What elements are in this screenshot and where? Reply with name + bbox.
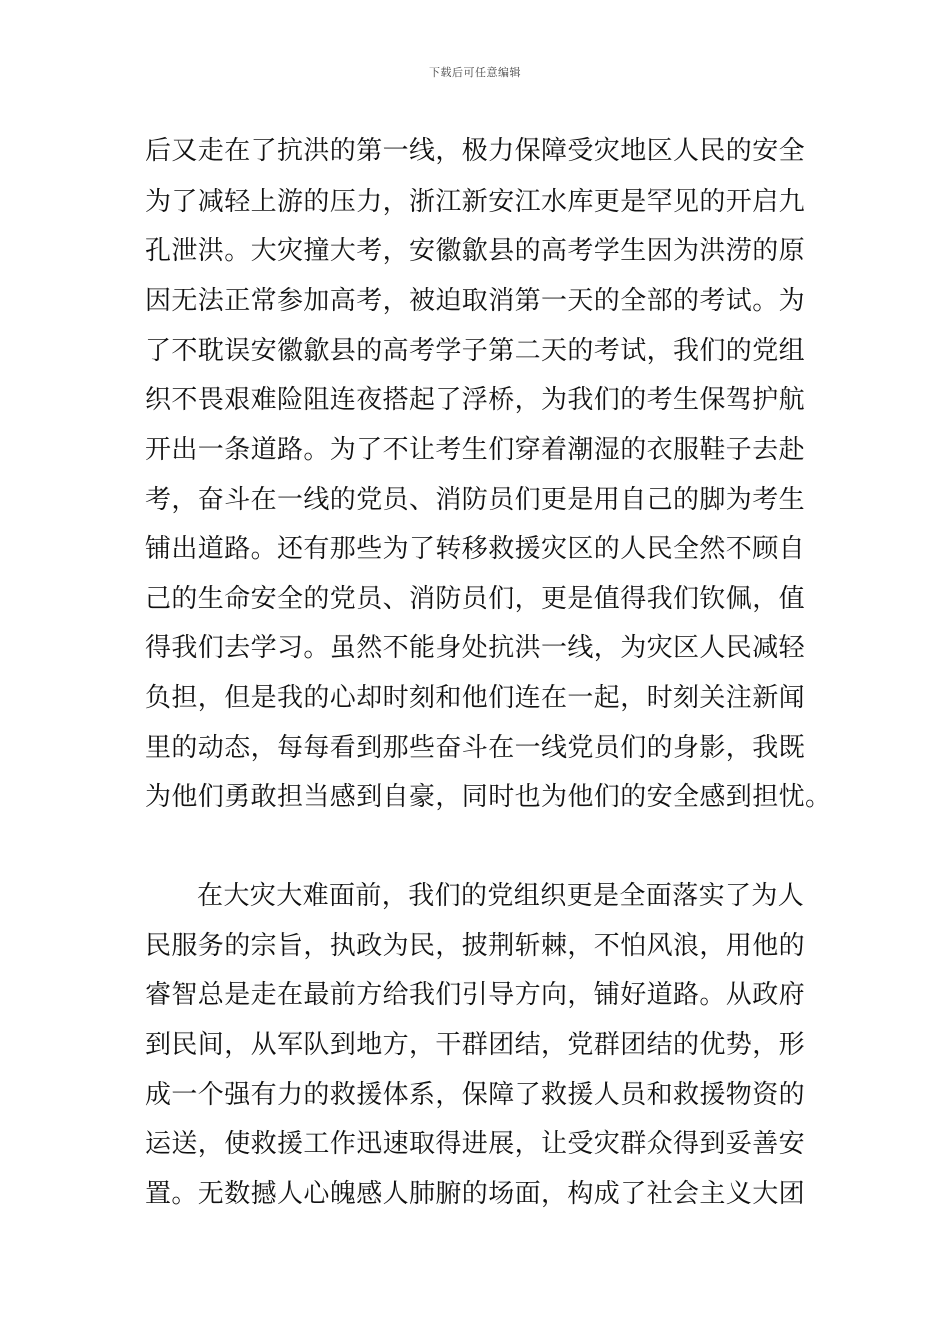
paragraph-line: 铺出道路。还有那些为了转移救援灾区的人民全然不顾自	[145, 534, 806, 564]
paragraph-line: 织不畏艰难险阻连夜搭起了浮桥，为我们的考生保驾护航	[145, 385, 806, 415]
paragraph-line: 后又走在了抗洪的第一线，极力保障受灾地区人民的安全	[145, 136, 806, 166]
paragraph-line: 负担，但是我的心却时刻和他们连在一起，时刻关注新闻	[145, 683, 806, 713]
paragraph-line: 开出一条道路。为了不让考生们穿着潮湿的衣服鞋子去赴	[145, 435, 806, 465]
paragraph-line: 里的动态，每每看到那些奋斗在一线党员们的身影，我既	[145, 733, 806, 763]
paragraph-line: 考，奋斗在一线的党员、消防员们更是用自己的脚为考生	[145, 485, 806, 515]
paragraph-line: 了不耽误安徽歙县的高考学子第二天的考试，我们的党组	[145, 336, 806, 366]
paragraph-line: 到民间，从军队到地方，干群团结，党群团结的优势，形	[145, 1030, 806, 1060]
paragraph-line: 孔泄洪。大灾撞大考，安徽歙县的高考学生因为洪涝的原	[145, 236, 806, 266]
paragraph-line: 得我们去学习。虽然不能身处抗洪一线，为灾区人民减轻	[145, 633, 806, 663]
page-header: 下载后可任意编辑	[429, 66, 521, 79]
paragraph-line: 成一个强有力的救援体系，保障了救援人员和救援物资的	[145, 1080, 806, 1110]
paragraph-line: 置。无数撼人心魄感人肺腑的场面，构成了社会主义大团	[145, 1179, 806, 1209]
paragraph-line: 睿智总是走在最前方给我们引导方向，铺好道路。从政府	[145, 980, 806, 1010]
paragraph-line: 己的生命安全的党员、消防员们，更是值得我们钦佩，值	[145, 584, 806, 614]
paragraph-line: 民服务的宗旨，执政为民，披荆斩棘，不怕风浪，用他的	[145, 931, 806, 961]
paragraph-line: 因无法正常参加高考，被迫取消第一天的全部的考试。为	[145, 286, 806, 316]
paragraph-line: 为他们勇敢担当感到自豪，同时也为他们的安全感到担忧。	[145, 782, 832, 812]
paragraph-line: 运送，使救援工作迅速取得进展，让受灾群众得到妥善安	[145, 1129, 806, 1159]
paragraph-line: 为了减轻上游的压力，浙江新安江水库更是罕见的开启九	[145, 187, 806, 217]
paragraph-line: 在大灾大难面前，我们的党组织更是全面落实了为人	[197, 881, 805, 911]
